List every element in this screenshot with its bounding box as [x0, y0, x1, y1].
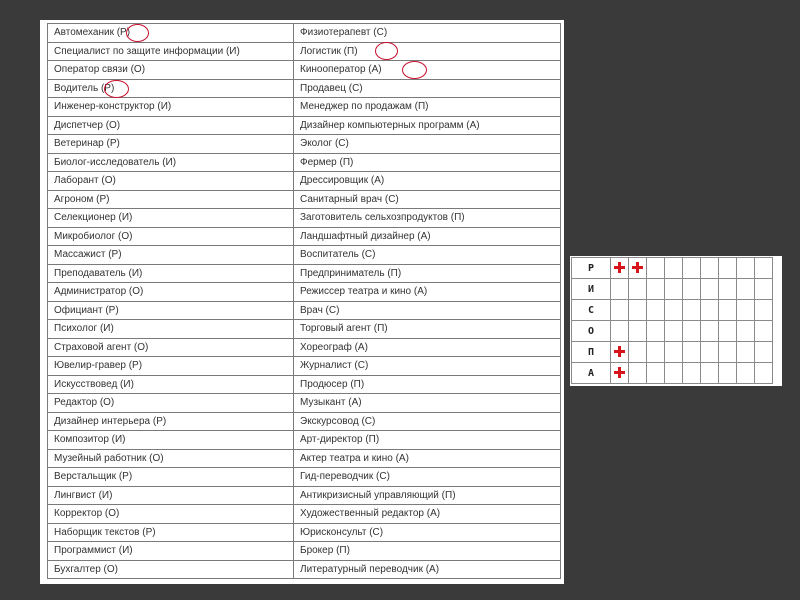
profession-left: Дизайнер интерьера (Р) — [48, 412, 294, 431]
profession-left: Официант (Р) — [48, 301, 294, 320]
tally-cell — [737, 279, 755, 300]
tally-label: А — [572, 363, 611, 384]
table-row — [48, 412, 561, 431]
highlight-circle — [104, 80, 129, 98]
profession-right: Санитарный врач (С) — [294, 190, 561, 209]
red-cross-icon — [632, 262, 643, 273]
table-row — [48, 264, 561, 283]
profession-left: Преподаватель (И) — [48, 264, 294, 283]
tally-cell — [701, 363, 719, 384]
profession-right: Воспитатель (С) — [294, 246, 561, 265]
profession-left: Диспетчер (О) — [48, 116, 294, 135]
tally-cell — [647, 342, 665, 363]
tally-label: П — [572, 342, 611, 363]
tally-cell — [629, 321, 647, 342]
tally-row — [572, 258, 773, 279]
profession-left: Ветеринар (Р) — [48, 135, 294, 154]
tally-cell — [737, 258, 755, 279]
profession-right: Продюсер (П) — [294, 375, 561, 394]
tally-cell — [629, 363, 647, 384]
tally-cell — [665, 342, 683, 363]
tally-row — [572, 279, 773, 300]
tally-cell — [665, 363, 683, 384]
tally-cell — [629, 300, 647, 321]
tally-cell — [755, 363, 773, 384]
tally-cell — [665, 279, 683, 300]
profession-left: Оператор связи (О) — [48, 61, 294, 80]
profession-left: Корректор (О) — [48, 505, 294, 524]
profession-right: Фермер (П) — [294, 153, 561, 172]
tally-cell — [755, 321, 773, 342]
table-row — [48, 135, 561, 154]
tally-row — [572, 321, 773, 342]
profession-right: Художественный редактор (А) — [294, 505, 561, 524]
profession-right: Врач (С) — [294, 301, 561, 320]
tally-cell — [611, 363, 629, 384]
tally-cell — [629, 258, 647, 279]
tally-cell — [701, 342, 719, 363]
profession-left: Программист (И) — [48, 542, 294, 561]
table-row — [48, 172, 561, 191]
table-row — [48, 486, 561, 505]
profession-left: Администратор (О) — [48, 283, 294, 302]
tally-cell — [683, 279, 701, 300]
table-row — [48, 560, 561, 579]
profession-right: Предприниматель (П) — [294, 264, 561, 283]
profession-right: Актер театра и кино (А) — [294, 449, 561, 468]
table-row — [48, 246, 561, 265]
profession-right: Эколог (С) — [294, 135, 561, 154]
tally-cell — [647, 300, 665, 321]
tally-cell — [683, 258, 701, 279]
tally-cell — [611, 258, 629, 279]
tally-cell — [683, 300, 701, 321]
tally-cell — [611, 342, 629, 363]
tally-cell — [719, 342, 737, 363]
profession-left: Наборщик текстов (Р) — [48, 523, 294, 542]
profession-left: Психолог (И) — [48, 320, 294, 339]
profession-right: Музыкант (А) — [294, 394, 561, 413]
profession-right: Дрессировщик (А) — [294, 172, 561, 191]
tally-cell — [647, 321, 665, 342]
profession-left: Лаборант (О) — [48, 172, 294, 191]
professions-document — [40, 20, 564, 584]
tally-cell — [647, 363, 665, 384]
tally-cell — [719, 363, 737, 384]
profession-left: Инженер-конструктор (И) — [48, 98, 294, 117]
professions-table — [47, 23, 561, 579]
tally-cell — [611, 300, 629, 321]
table-row — [48, 449, 561, 468]
profession-right: Физиотерапевт (С) — [294, 24, 561, 43]
profession-left: Биолог-исследователь (И) — [48, 153, 294, 172]
profession-left: Редактор (О) — [48, 394, 294, 413]
tally-label: С — [572, 300, 611, 321]
table-row — [48, 24, 561, 43]
highlight-circle — [375, 42, 398, 60]
profession-left: Страховой агент (О) — [48, 338, 294, 357]
table-row — [48, 338, 561, 357]
profession-right: Режиссер театра и кино (А) — [294, 283, 561, 302]
tally-cell — [719, 300, 737, 321]
tally-cell — [755, 300, 773, 321]
profession-right: Гид-переводчик (С) — [294, 468, 561, 487]
table-row — [48, 468, 561, 487]
tally-row — [572, 363, 773, 384]
table-row — [48, 357, 561, 376]
tally-grid — [570, 256, 782, 386]
profession-right: Заготовитель сельхозпродуктов (П) — [294, 209, 561, 228]
table-row — [48, 375, 561, 394]
profession-left: Бухгалтер (О) — [48, 560, 294, 579]
tally-cell — [755, 258, 773, 279]
tally-cell — [683, 321, 701, 342]
tally-cell — [701, 258, 719, 279]
profession-left: Селекционер (И) — [48, 209, 294, 228]
profession-right: Брокер (П) — [294, 542, 561, 561]
profession-right: Антикризисный управляющий (П) — [294, 486, 561, 505]
tally-label: О — [572, 321, 611, 342]
tally-cell — [665, 258, 683, 279]
profession-right: Ландшафтный дизайнер (А) — [294, 227, 561, 246]
profession-left: Композитор (И) — [48, 431, 294, 450]
profession-right: Кинооператор (А) — [294, 61, 561, 80]
tally-cell — [665, 300, 683, 321]
profession-left: Музейный работник (О) — [48, 449, 294, 468]
table-row — [48, 98, 561, 117]
table-row — [48, 431, 561, 450]
profession-left: Специалист по защите информации (И) — [48, 42, 294, 61]
tally-cell — [701, 279, 719, 300]
table-row — [48, 61, 561, 80]
tally-cell — [611, 321, 629, 342]
profession-left: Верстальщик (Р) — [48, 468, 294, 487]
profession-right: Торговый агент (П) — [294, 320, 561, 339]
red-cross-icon — [614, 346, 625, 357]
highlight-circle — [126, 24, 149, 42]
profession-left: Агроном (Р) — [48, 190, 294, 209]
profession-right: Литературный переводчик (А) — [294, 560, 561, 579]
tally-row — [572, 300, 773, 321]
tally-cell — [701, 300, 719, 321]
tally-cell — [719, 258, 737, 279]
profession-right: Дизайнер компьютерных программ (А) — [294, 116, 561, 135]
table-row — [48, 542, 561, 561]
profession-right: Юрисконсульт (С) — [294, 523, 561, 542]
profession-right: Журналист (С) — [294, 357, 561, 376]
tally-cell — [683, 342, 701, 363]
profession-left: Ювелир-гравер (Р) — [48, 357, 294, 376]
tally-cell — [737, 300, 755, 321]
profession-right: Менеджер по продажам (П) — [294, 98, 561, 117]
profession-left: Автомеханик (Р) — [48, 24, 294, 43]
table-row — [48, 190, 561, 209]
profession-right: Логистик (П) — [294, 42, 561, 61]
table-row — [48, 523, 561, 542]
profession-left: Лингвист (И) — [48, 486, 294, 505]
profession-right: Экскурсовод (С) — [294, 412, 561, 431]
table-row — [48, 153, 561, 172]
table-row — [48, 209, 561, 228]
tally-cell — [737, 342, 755, 363]
tally-cell — [755, 279, 773, 300]
table-row — [48, 283, 561, 302]
tally-cell — [611, 279, 629, 300]
table-row — [48, 116, 561, 135]
tally-cell — [647, 279, 665, 300]
tally-cell — [629, 279, 647, 300]
table-row — [48, 301, 561, 320]
red-cross-icon — [614, 262, 625, 273]
tally-cell — [701, 321, 719, 342]
tally-row — [572, 342, 773, 363]
profession-right: Арт-директор (П) — [294, 431, 561, 450]
table-row — [48, 505, 561, 524]
tally-label: Р — [572, 258, 611, 279]
tally-cell — [719, 279, 737, 300]
profession-right: Продавец (С) — [294, 79, 561, 98]
tally-cell — [683, 363, 701, 384]
red-cross-icon — [614, 367, 625, 378]
profession-left: Микробиолог (О) — [48, 227, 294, 246]
profession-left: Водитель (Р) — [48, 79, 294, 98]
profession-left: Массажист (Р) — [48, 246, 294, 265]
tally-cell — [737, 321, 755, 342]
table-row — [48, 42, 561, 61]
table-row — [48, 394, 561, 413]
profession-left: Искусствовед (И) — [48, 375, 294, 394]
tally-cell — [665, 321, 683, 342]
table-row — [48, 320, 561, 339]
tally-cell — [647, 258, 665, 279]
highlight-circle — [402, 61, 427, 79]
tally-cell — [719, 321, 737, 342]
tally-label: И — [572, 279, 611, 300]
table-row — [48, 227, 561, 246]
tally-cell — [629, 342, 647, 363]
tally-cell — [737, 363, 755, 384]
tally-cell — [755, 342, 773, 363]
profession-right: Хореограф (А) — [294, 338, 561, 357]
